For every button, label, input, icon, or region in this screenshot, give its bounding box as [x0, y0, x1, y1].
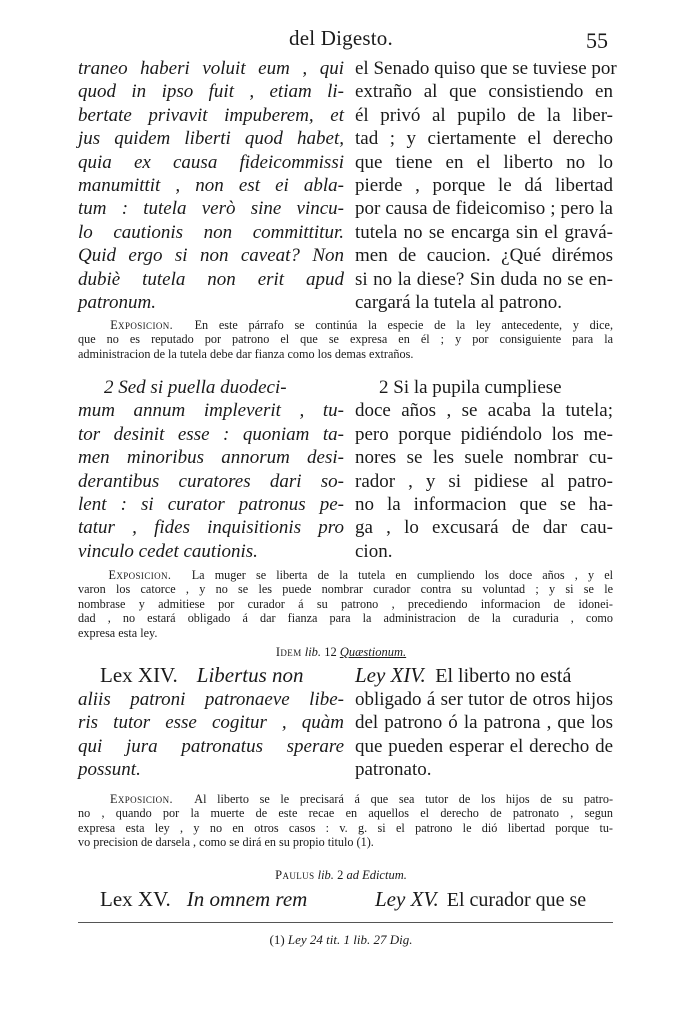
exposicion-line: expresa esta ley , y no en otros casos : v. g. si el patrono le dió libertad porque tu- [78, 820, 613, 835]
latin-line: tor desinit esse : quoniam ta- [78, 423, 344, 445]
latin-line: possunt. [78, 759, 141, 781]
spanish-line: no la informacion que se ha- [355, 493, 613, 515]
exposicion-line [78, 318, 613, 332]
source-author: Paulus [275, 868, 315, 882]
latin-line: vinculo cedet cautionis. [78, 540, 258, 562]
latin-line: jus quidem liberti quod habet, [78, 128, 344, 150]
footnote-text: Ley 24 tit. 1 lib. 27 Dig. [287, 932, 413, 947]
ley-first-words: El curador que se [446, 889, 587, 911]
spanish-line: el Senado quiso que se tuviese por [355, 58, 617, 79]
exposicion-line: vo precision de darsela , como se dirá en su propio titulo (1). [78, 835, 374, 850]
spanish-column-2 [355, 376, 613, 563]
footnote-marker: (1) [269, 932, 285, 947]
lex-heading: Lex XIV. [100, 663, 178, 687]
latin-line: manumittit , non est ei abla- [78, 174, 344, 196]
latin-line: bertate privavit impuberem, et [78, 104, 344, 126]
exposicion-2 [78, 568, 613, 640]
latin-line [78, 886, 344, 912]
spanish-line: cion. [355, 540, 393, 562]
latin-line: lent : si curator patronus pe- [78, 493, 344, 515]
exposicion-label: Exposicion. [110, 318, 174, 332]
latin-line: traneo haberi voluit eum , qui [78, 58, 344, 79]
running-header: del Digesto. [289, 26, 393, 50]
spanish-line: doce años , se acaba la tutela; [355, 400, 613, 422]
latin-line: dubiè tutela non erit apud [78, 268, 344, 290]
spanish-column-4 [375, 886, 613, 912]
spanish-line: pierde , porque le dá libertad [355, 174, 613, 196]
latin-line: tum : tutela verò sine vincu- [78, 198, 344, 220]
latin-line: quia ex causa fideicommissi [78, 151, 344, 173]
latin-line: mum annum impleverit , tu- [78, 400, 344, 422]
latin-line: ris tutor esse cogitur , quàm [78, 712, 344, 734]
exposicion-3 [78, 792, 613, 850]
spanish-line: tad ; y ciertamente el derecho [355, 128, 613, 150]
latin-line [78, 662, 344, 688]
source-work-prefix: lib. [304, 645, 322, 659]
spanish-line: del patrono ó la patrona , que los [355, 712, 613, 734]
spanish-line: tutela no se encarga sin el gravá- [355, 221, 613, 243]
latin-line: patronum. [78, 291, 156, 313]
spanish-column-1 [355, 57, 617, 314]
spanish-line: pero porque pidiéndolo los me- [355, 423, 613, 445]
spanish-column-3 [355, 662, 613, 782]
spanish-line: si no la diese? Sin duda no se en- [355, 268, 613, 290]
source-work: ad Edictum. [346, 868, 407, 882]
ley-first-words: El liberto no está [435, 665, 572, 687]
latin-line: tatur , fides inquisitionis pro [78, 517, 344, 539]
source-work-prefix: lib. [317, 868, 334, 882]
source-number: 2 [337, 868, 344, 882]
spanish-line [355, 662, 613, 688]
latin-line: 2 Sed si puella duodeci- [104, 377, 287, 398]
spanish-line: obligado á ser tutor de otros hijos [355, 689, 613, 710]
latin-line: derantibus curatores dari so- [78, 470, 344, 492]
ley-heading: Ley XIV. [355, 663, 426, 687]
footnote [0, 932, 682, 948]
source-number: 12 [324, 645, 337, 659]
exposicion-line [78, 792, 613, 806]
latin-column-3 [78, 662, 344, 782]
latin-column-4 [78, 886, 344, 912]
lex-first-words: Libertus non [196, 663, 304, 687]
exposicion-line: no , quando por la muerte de este recae en aquellos el derecho de patronato , segun [78, 806, 613, 821]
exposicion-line: que no es reputado por patrono el que se expresa en él ; y por consiguiente para la [78, 332, 613, 347]
exposicion-label: Exposicion. [110, 792, 173, 806]
latin-line: men minoribus annorum desi- [78, 447, 344, 469]
spanish-line: nores se les suele nombrar cu- [355, 447, 613, 469]
spanish-line [375, 886, 613, 912]
spanish-line: él privó al pupilo de la liber- [355, 104, 613, 126]
exposicion-text: Al liberto se le precisará á que sea tutor de los hijos de su patro- [194, 792, 614, 806]
exposicion-text: En este párrafo se continúa la especie de la ley antecedente, y dice, [194, 318, 613, 332]
lex-heading: Lex XV. [100, 887, 171, 911]
spanish-line: 2 Si la pupila cumpliese [379, 377, 562, 398]
spanish-line: rador , y si pidiese al patro- [355, 470, 613, 492]
spanish-line: men de caucion. ¿Qué dirémos [355, 245, 613, 267]
spanish-line: patronato. [355, 759, 432, 781]
spanish-line: por causa de fideicomiso ; pero la [355, 198, 613, 220]
spanish-line: cargará la tutela al patrono. [355, 291, 562, 313]
latin-column-1 [78, 57, 344, 314]
footnote-rule [78, 922, 613, 923]
latin-line: qui jura patronatus sperare [78, 735, 344, 757]
exposicion-text: La muger se liberta de la tutela en cumpliendo los doce años , y el [191, 568, 614, 582]
exposicion-line: administracion de la tutela debe dar fianza como los demas extraños. [78, 346, 414, 361]
exposicion-line: dad , no estará obligado á dar fianza para la administracion de la curaduria , como [78, 611, 613, 626]
exposicion-1 [78, 318, 613, 361]
latin-line: aliis patroni patronaeve libe- [78, 689, 344, 710]
source-work: Quæstionum. [339, 645, 407, 659]
exposicion-line [78, 568, 613, 582]
exposicion-label: Exposicion. [108, 568, 172, 582]
page-number: 55 [586, 28, 608, 53]
exposicion-line: expresa esta ley. [78, 625, 158, 640]
spanish-line: extraño al que consistiendo en [355, 81, 613, 103]
latin-column-2 [78, 376, 344, 563]
latin-line: Quid ergo si non caveat? Non [78, 245, 344, 267]
source-author: Idem [275, 645, 302, 659]
lex-first-words: In omnem rem [186, 887, 308, 911]
exposicion-line: nombrase y admitiese por curador á su patrono , precediendo informacion de idonei- [78, 596, 613, 611]
exposicion-line: varon los catorce , y no se les puede nombrar curador contra su voluntad ; y si se le [78, 582, 613, 597]
source-citation-1 [0, 645, 682, 660]
latin-line: quod in ipso fuit , etiam li- [78, 81, 344, 103]
source-citation-2 [0, 868, 682, 883]
spanish-line: que tiene en el liberto no lo [355, 151, 613, 173]
ley-heading: Ley XV. [375, 887, 439, 911]
spanish-line: ga , lo excusará de dar cau- [355, 517, 613, 539]
spanish-line: que pueden esperar el derecho de [355, 735, 613, 757]
latin-line: lo cautionis non committitur. [78, 221, 344, 243]
